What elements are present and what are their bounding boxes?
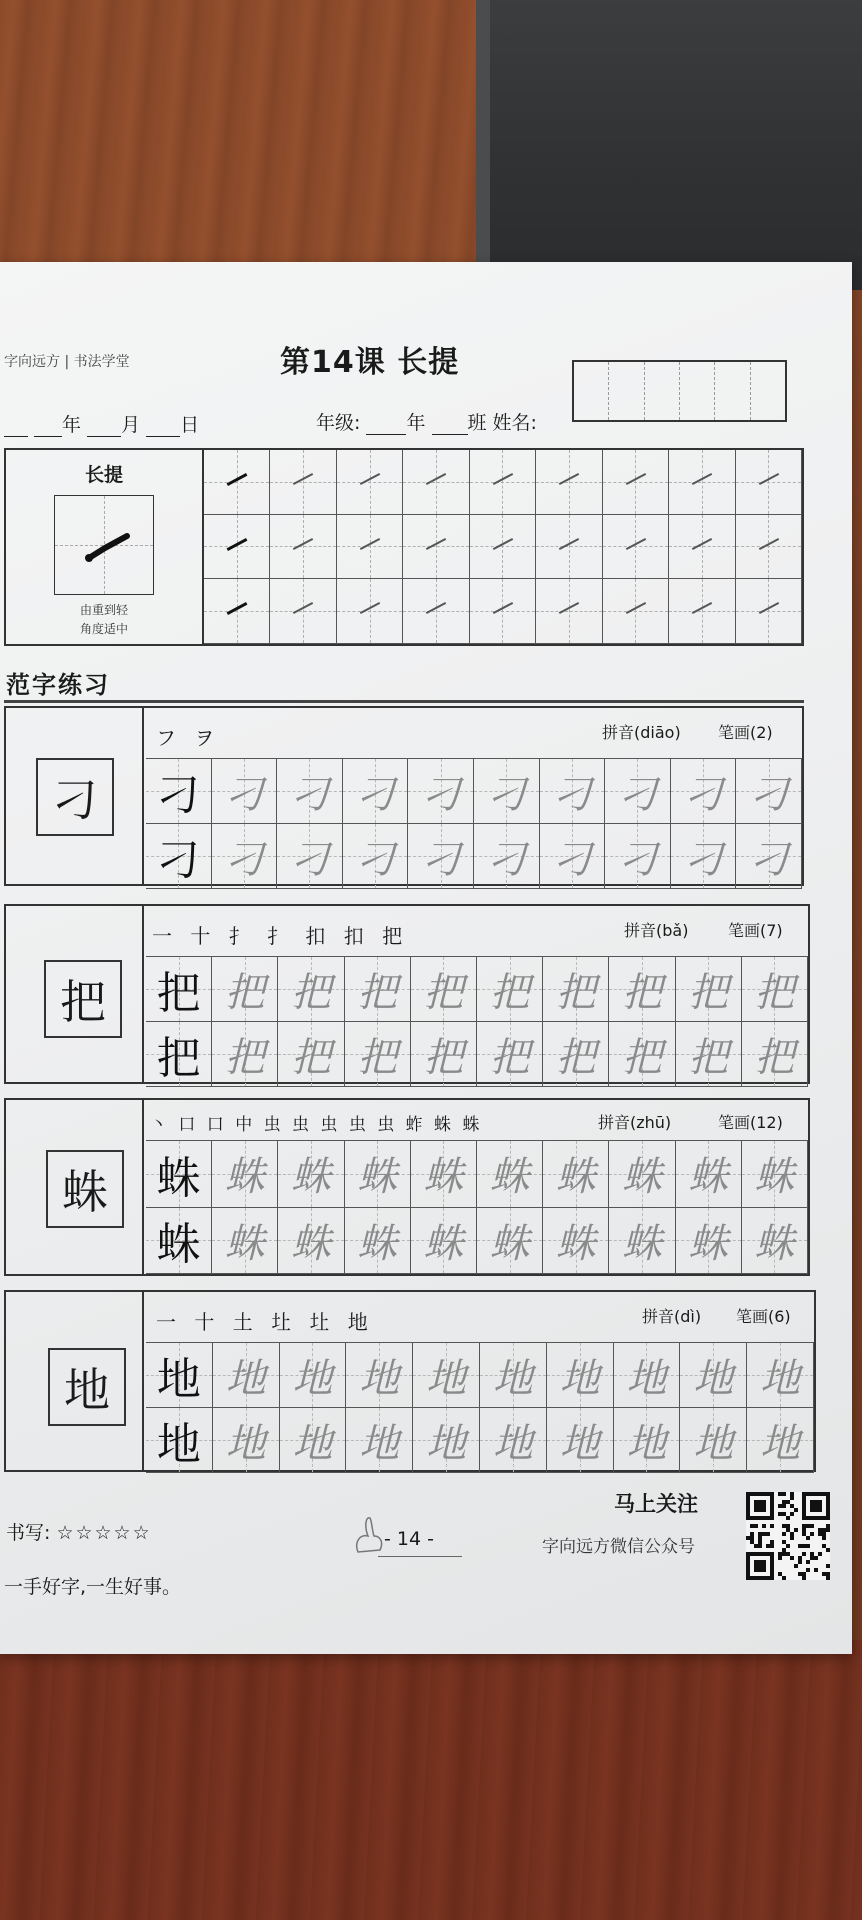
practice-cell[interactable] — [605, 824, 671, 889]
traced-character: 刁 — [551, 771, 592, 818]
practice-cell[interactable] — [278, 957, 344, 1022]
traced-character: 刁 — [486, 771, 527, 818]
traced-character: 把 — [555, 969, 596, 1016]
publisher-logo: 字向远方 | 书法学堂 — [4, 354, 130, 370]
practice-block-zhu — [4, 1098, 810, 1276]
traced-character: 地 — [693, 1420, 734, 1467]
traced-character: 把 — [621, 1034, 662, 1081]
pinyin-ba: 拼音(bǎ) — [624, 921, 689, 940]
traced-character: 地 — [626, 1355, 667, 1402]
stroke-cell[interactable] — [403, 450, 469, 515]
practice-cell[interactable] — [146, 824, 212, 889]
practice-cell[interactable] — [277, 824, 343, 889]
trace-stroke — [227, 473, 248, 486]
practice-cell[interactable] — [671, 759, 737, 824]
traced-character: 地 — [359, 1420, 400, 1467]
traced-character: 蛛 — [489, 1220, 530, 1267]
stroke-cell[interactable] — [669, 515, 735, 580]
model-character: 蛛 — [156, 1219, 201, 1271]
practice-cell[interactable] — [345, 957, 411, 1022]
section-divider — [4, 700, 804, 703]
traced-character: 把 — [224, 969, 265, 1016]
practice-cell[interactable] — [346, 1343, 413, 1408]
stroke-cell[interactable] — [270, 515, 336, 580]
traced-character: 地 — [492, 1420, 533, 1467]
practice-cell[interactable] — [146, 1408, 213, 1473]
trace-stroke — [227, 602, 248, 615]
traced-character: 蛛 — [754, 1220, 795, 1267]
traced-character: 把 — [621, 969, 662, 1016]
trace-stroke — [758, 473, 778, 485]
practice-cell[interactable] — [747, 1408, 814, 1473]
practice-cell[interactable] — [477, 1022, 543, 1087]
trace-stroke — [559, 473, 579, 485]
traced-character: 刁 — [617, 836, 658, 883]
practice-block-di — [4, 1290, 816, 1472]
traced-character: 把 — [357, 1034, 398, 1081]
qr-code-icon[interactable] — [746, 1492, 830, 1580]
traced-character: 地 — [426, 1420, 467, 1467]
practice-grid-ba[interactable] — [146, 956, 808, 1082]
trace-stroke — [758, 538, 778, 550]
stroke-cell[interactable] — [470, 579, 536, 644]
stroke-lesson-block — [4, 448, 804, 646]
traced-character: 地 — [426, 1355, 467, 1402]
practice-cell[interactable] — [411, 1022, 477, 1087]
stroke-cell[interactable] — [536, 515, 602, 580]
stroke-order-diao: フ ヲ — [156, 726, 221, 750]
practice-block-diao — [4, 706, 804, 886]
traced-character: 地 — [359, 1355, 400, 1402]
traced-character: 蛛 — [423, 1154, 464, 1201]
practice-cell[interactable] — [543, 957, 609, 1022]
practice-cell[interactable] — [671, 824, 737, 889]
practice-cell[interactable] — [477, 1208, 543, 1275]
stroke-cell[interactable] — [337, 450, 403, 515]
stroke-note-1: 由重到轻 — [79, 603, 128, 617]
traced-character: 地 — [559, 1420, 600, 1467]
long-rising-stroke-icon — [55, 496, 155, 596]
model-character: 地 — [156, 1419, 201, 1470]
grade-blank[interactable] — [366, 417, 406, 435]
device-corner — [476, 0, 862, 290]
practice-cell[interactable] — [212, 1022, 278, 1087]
stroke-cell[interactable] — [403, 579, 469, 644]
practice-cell[interactable] — [680, 1408, 747, 1473]
practice-cell[interactable] — [345, 1208, 411, 1275]
practice-cell[interactable] — [212, 957, 278, 1022]
page-underline — [378, 1556, 462, 1557]
practice-cell[interactable] — [212, 1208, 278, 1275]
traced-character: 刁 — [748, 771, 789, 818]
practice-cell[interactable] — [408, 824, 474, 889]
practice-cell[interactable] — [477, 1141, 543, 1208]
traced-character: 蛛 — [621, 1220, 662, 1267]
model-char-ba: 把 — [44, 960, 122, 1038]
practice-cell[interactable] — [411, 1141, 477, 1208]
practice-cell[interactable] — [742, 1022, 808, 1087]
traced-character: 刁 — [289, 836, 330, 883]
trace-stroke — [293, 538, 313, 550]
practice-cell[interactable] — [474, 759, 540, 824]
practice-cell[interactable] — [543, 1022, 609, 1087]
trace-stroke — [360, 602, 380, 614]
practice-cell[interactable] — [477, 957, 543, 1022]
practice-grid-diao[interactable] — [146, 758, 802, 884]
traced-character: 地 — [760, 1420, 801, 1467]
trace-stroke — [426, 538, 446, 550]
practice-cell[interactable] — [540, 759, 606, 824]
stroke-demo-box — [54, 495, 154, 595]
traced-character: 刁 — [486, 836, 527, 883]
traced-character: 蛛 — [224, 1220, 265, 1267]
traced-character: 蛛 — [224, 1154, 265, 1201]
traced-character: 蛛 — [621, 1154, 662, 1201]
practice-cell[interactable] — [212, 1141, 278, 1208]
stroke-order-ba: 一 十 扌 扌 扣 扣 把 — [152, 924, 409, 948]
practice-cell[interactable] — [543, 1208, 609, 1275]
practice-cell[interactable] — [676, 1208, 742, 1275]
practice-cell[interactable] — [480, 1343, 547, 1408]
stroke-order-zhu: 丶 口 口 中 虫 虫 虫 虫 虫 蚱 蛛 蛛 — [150, 1115, 483, 1135]
class-blank[interactable] — [432, 417, 468, 435]
practice-cell[interactable] — [146, 1208, 212, 1275]
stroke-count-di: 笔画(6) — [736, 1307, 791, 1326]
practice-cell[interactable] — [413, 1343, 480, 1408]
traced-character: 蛛 — [754, 1154, 795, 1201]
traced-character: 地 — [626, 1420, 667, 1467]
model-character: 把 — [156, 968, 201, 1019]
practice-cell[interactable] — [212, 824, 278, 889]
stroke-cell[interactable] — [270, 579, 336, 644]
practice-cell[interactable] — [280, 1343, 347, 1408]
practice-grid-di[interactable] — [146, 1342, 814, 1470]
practice-cell[interactable] — [680, 1343, 747, 1408]
name-box[interactable] — [572, 360, 787, 422]
practice-cell[interactable] — [474, 824, 540, 889]
year-blank[interactable] — [4, 419, 28, 437]
year-label: 年 — [62, 414, 82, 436]
practice-cell[interactable] — [736, 759, 802, 824]
practice-cell[interactable] — [408, 759, 474, 824]
traced-character: 把 — [423, 1034, 464, 1081]
trace-stroke — [293, 473, 313, 485]
trace-stroke — [493, 538, 513, 550]
section-title: 范字练习 — [6, 671, 110, 699]
stroke-cell[interactable] — [270, 450, 336, 515]
day-label: 日 — [180, 414, 200, 436]
traced-character: 把 — [489, 969, 530, 1016]
traced-character: 刁 — [683, 836, 724, 883]
traced-character: 刁 — [223, 771, 264, 818]
slogan: 一手好字,一生好事。 — [4, 1576, 182, 1598]
stroke-name: 长提 — [84, 464, 123, 486]
practice-cell[interactable] — [676, 1141, 742, 1208]
stroke-cell[interactable] — [603, 515, 669, 580]
traced-character: 地 — [693, 1355, 734, 1402]
stroke-practice-grid[interactable] — [204, 450, 802, 644]
traced-character: 地 — [292, 1355, 333, 1402]
model-character: 刁 — [156, 835, 201, 886]
grade-label: 年级: — [316, 412, 361, 434]
practice-cell[interactable] — [343, 759, 409, 824]
traced-character: 地 — [559, 1355, 600, 1402]
grade-year-label: 年 — [406, 412, 426, 434]
class-name-label: 班 姓名: — [467, 412, 537, 434]
traced-character: 刁 — [683, 771, 724, 818]
practice-cell[interactable] — [346, 1408, 413, 1473]
traced-character: 把 — [688, 969, 729, 1016]
trace-stroke — [360, 538, 380, 550]
practice-cell[interactable] — [411, 1208, 477, 1275]
stroke-cell[interactable] — [536, 450, 602, 515]
date-line — [4, 410, 199, 437]
traced-character: 蛛 — [489, 1154, 530, 1201]
traced-character: 刁 — [355, 771, 396, 818]
practice-cell[interactable] — [609, 957, 675, 1022]
stroke-demo — [6, 450, 204, 644]
practice-cell[interactable] — [280, 1408, 347, 1473]
stroke-count-zhu: 笔画(12) — [718, 1113, 783, 1132]
traced-character: 蛛 — [290, 1154, 331, 1201]
practice-cell[interactable] — [736, 824, 802, 889]
traced-character: 刁 — [355, 836, 396, 883]
practice-cell[interactable] — [212, 759, 278, 824]
traced-character: 蛛 — [555, 1154, 596, 1201]
practice-cell[interactable] — [146, 1343, 213, 1408]
stroke-cell[interactable] — [536, 579, 602, 644]
model-character: 蛛 — [156, 1152, 201, 1204]
stroke-cell[interactable] — [204, 450, 270, 515]
traced-character: 把 — [290, 1034, 331, 1081]
traced-character: 刁 — [420, 771, 461, 818]
rating — [6, 1518, 152, 1545]
traced-character: 把 — [224, 1034, 265, 1081]
trace-stroke — [360, 473, 380, 485]
model-character: 把 — [156, 1033, 201, 1084]
practice-cell[interactable] — [278, 1022, 344, 1087]
trace-stroke — [227, 538, 248, 551]
traced-character: 把 — [290, 969, 331, 1016]
stroke-cell[interactable] — [736, 515, 802, 580]
practice-cell[interactable] — [413, 1408, 480, 1473]
practice-cell[interactable] — [213, 1408, 280, 1473]
practice-cell[interactable] — [278, 1208, 344, 1275]
practice-cell[interactable] — [480, 1408, 547, 1473]
practice-cell[interactable] — [543, 1141, 609, 1208]
stroke-cell[interactable] — [470, 515, 536, 580]
month-label: 月 — [121, 414, 141, 436]
pinyin-di: 拼音(dì) — [642, 1307, 702, 1326]
practice-cell[interactable] — [747, 1343, 814, 1408]
model-char-di: 地 — [48, 1348, 126, 1426]
practice-cell[interactable] — [676, 957, 742, 1022]
stroke-cell[interactable] — [603, 579, 669, 644]
practice-cell[interactable] — [146, 1022, 212, 1087]
stroke-cell[interactable] — [603, 450, 669, 515]
traced-character: 蛛 — [357, 1154, 398, 1201]
grade-line — [316, 408, 537, 435]
traced-character: 蛛 — [688, 1154, 729, 1201]
stroke-cell[interactable] — [337, 579, 403, 644]
stroke-cell[interactable] — [204, 579, 270, 644]
practice-cell[interactable] — [609, 1022, 675, 1087]
traced-character: 刁 — [748, 836, 789, 883]
stroke-cell[interactable] — [337, 515, 403, 580]
traced-character: 蛛 — [423, 1220, 464, 1267]
stroke-count-diao: 笔画(2) — [718, 723, 773, 742]
stroke-cell[interactable] — [204, 515, 270, 580]
practice-cell[interactable] — [676, 1022, 742, 1087]
model-character: 地 — [156, 1354, 201, 1405]
trace-stroke — [625, 473, 645, 485]
trace-stroke — [758, 602, 778, 614]
traced-character: 刁 — [617, 771, 658, 818]
pinyin-zhu: 拼音(zhū) — [598, 1113, 672, 1132]
stroke-count-ba: 笔画(7) — [728, 921, 783, 940]
practice-cell[interactable] — [213, 1343, 280, 1408]
trace-stroke — [692, 602, 712, 614]
model-character: 刁 — [156, 770, 201, 821]
traced-character: 地 — [292, 1420, 333, 1467]
traced-character: 地 — [225, 1355, 266, 1402]
traced-character: 把 — [489, 1034, 530, 1081]
day-blank[interactable] — [146, 419, 180, 437]
follow-subtitle: 字向远方微信公众号 — [542, 1537, 695, 1557]
trace-stroke — [293, 602, 313, 614]
traced-character: 刁 — [223, 836, 264, 883]
month-blank[interactable] — [87, 419, 121, 437]
trace-stroke — [625, 602, 645, 614]
traced-character: 蛛 — [357, 1220, 398, 1267]
traced-character: 地 — [225, 1420, 266, 1467]
traced-character: 刁 — [420, 836, 461, 883]
traced-character: 把 — [754, 969, 795, 1016]
stroke-cell[interactable] — [736, 579, 802, 644]
traced-character: 蛛 — [290, 1220, 331, 1267]
practice-cell[interactable] — [742, 1208, 808, 1275]
rating-label: 书写: — [6, 1522, 51, 1544]
table-surface-bottom — [0, 1640, 862, 1920]
practice-cell[interactable] — [614, 1408, 681, 1473]
trace-stroke — [426, 602, 446, 614]
practice-cell[interactable] — [146, 957, 212, 1022]
trace-stroke — [559, 602, 579, 614]
traced-character: 地 — [760, 1355, 801, 1402]
page-number: - 14 - — [384, 1528, 434, 1550]
practice-cell[interactable] — [742, 1141, 808, 1208]
trace-stroke — [493, 602, 513, 614]
model-char-zhu: 蛛 — [46, 1150, 124, 1228]
trace-stroke — [426, 473, 446, 485]
stroke-note-2: 角度适中 — [79, 622, 128, 636]
practice-block-ba — [4, 904, 810, 1084]
stroke-cell[interactable] — [736, 450, 802, 515]
practice-cell[interactable] — [277, 759, 343, 824]
traced-character: 把 — [357, 969, 398, 1016]
stroke-order-di: 一 十 土 圵 圵 地 — [156, 1310, 374, 1334]
practice-cell[interactable] — [146, 1141, 212, 1208]
traced-character: 把 — [423, 969, 464, 1016]
follow-heading: 马上关注 — [614, 1492, 698, 1516]
table-surface — [0, 0, 480, 280]
traced-character: 把 — [688, 1034, 729, 1081]
traced-character: 把 — [754, 1034, 795, 1081]
practice-cell[interactable] — [547, 1343, 614, 1408]
practice-cell[interactable] — [411, 957, 477, 1022]
star-outline-icon[interactable]: ☆☆☆☆☆ — [56, 1522, 152, 1544]
practice-cell[interactable] — [540, 824, 606, 889]
practice-cell[interactable] — [742, 957, 808, 1022]
practice-cell[interactable] — [605, 759, 671, 824]
trace-stroke — [625, 538, 645, 550]
practice-cell[interactable] — [547, 1408, 614, 1473]
trace-stroke — [559, 538, 579, 550]
traced-character: 把 — [555, 1034, 596, 1081]
trace-stroke — [692, 538, 712, 550]
practice-cell[interactable] — [609, 1208, 675, 1275]
stroke-cell[interactable] — [403, 515, 469, 580]
traced-character: 蛛 — [555, 1220, 596, 1267]
traced-character: 蛛 — [688, 1220, 729, 1267]
practice-cell[interactable] — [343, 824, 409, 889]
trace-stroke — [692, 473, 712, 485]
practice-cell[interactable] — [278, 1141, 344, 1208]
traced-character: 地 — [492, 1355, 533, 1402]
practice-cell[interactable] — [345, 1022, 411, 1087]
stroke-cell[interactable] — [470, 450, 536, 515]
practice-cell[interactable] — [146, 759, 212, 824]
model-char-diao: 刁 — [36, 758, 114, 836]
stroke-cell[interactable] — [669, 450, 735, 515]
practice-cell[interactable] — [345, 1141, 411, 1208]
traced-character: 刁 — [551, 836, 592, 883]
stroke-cell[interactable] — [669, 579, 735, 644]
trace-stroke — [493, 473, 513, 485]
practice-cell[interactable] — [614, 1343, 681, 1408]
lesson-title: 第14课 长提 — [280, 345, 460, 380]
traced-character: 刁 — [289, 771, 330, 818]
pinyin-diao: 拼音(diāo) — [602, 723, 681, 742]
practice-grid-zhu[interactable] — [146, 1140, 808, 1274]
practice-cell[interactable] — [609, 1141, 675, 1208]
